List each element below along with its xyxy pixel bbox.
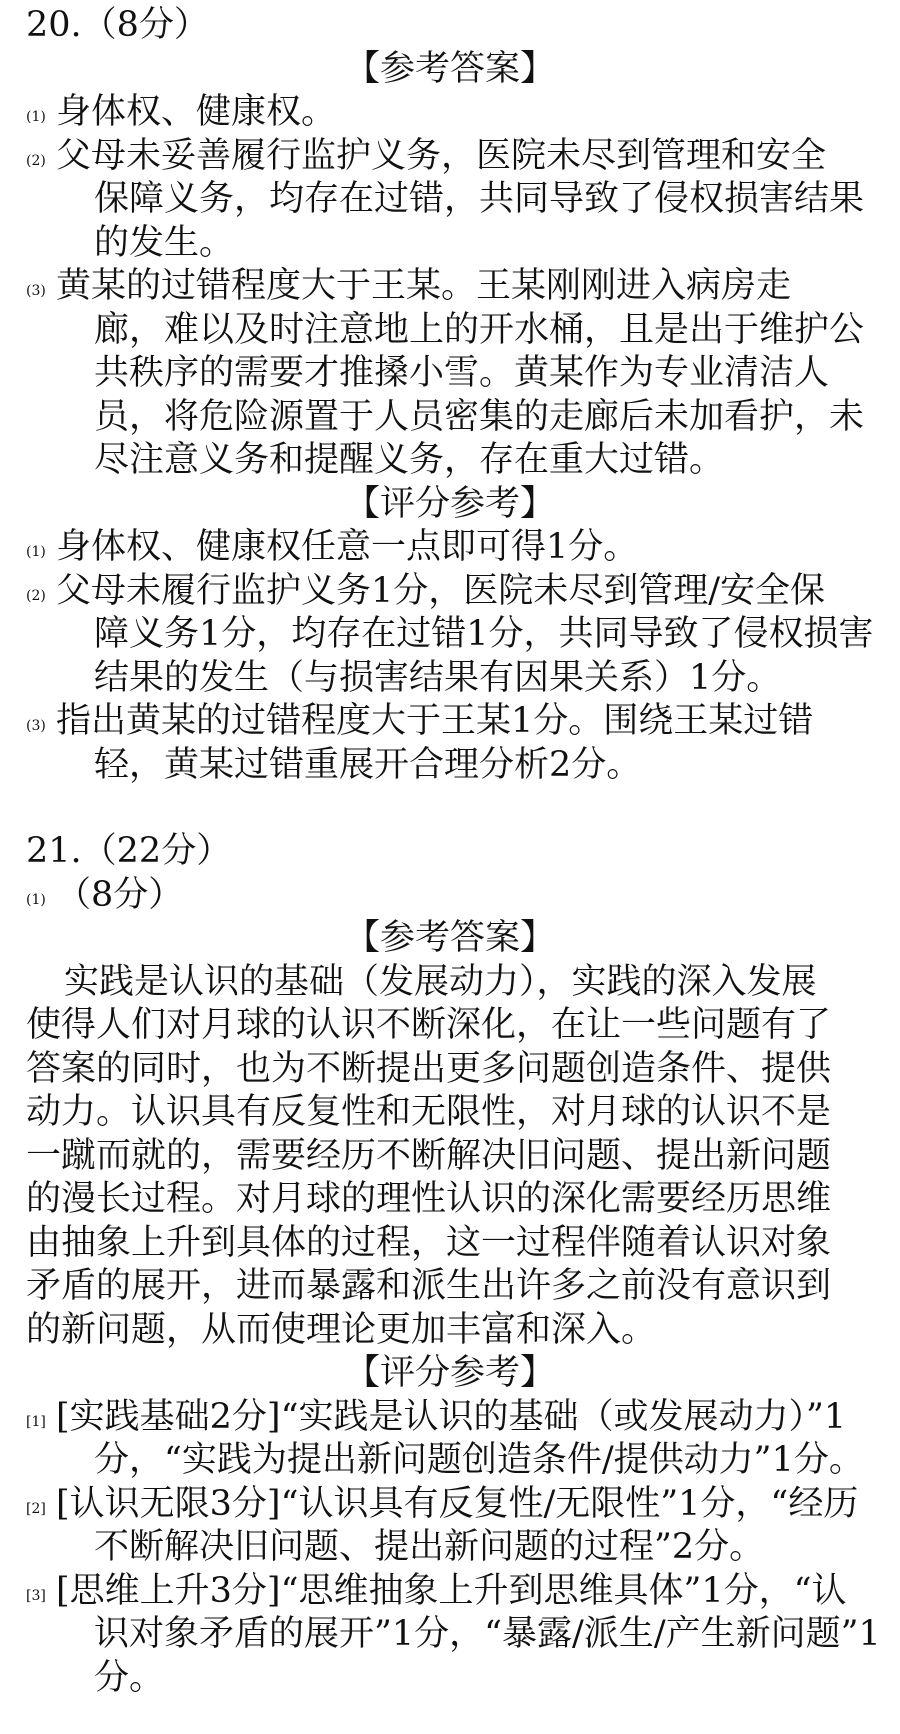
item-number: [2] (26, 1500, 46, 1517)
q20-scoring-1 (26, 526, 874, 570)
q20-scoring-2 (26, 570, 874, 701)
paragraph-line: 的漫长过程。对月球的理性认识的深化需要经历思维 (26, 1179, 832, 1219)
q20-scoring-header: 【评分参考】 (344, 483, 555, 524)
answer-line: 共秩序的需要才推搡小雪。黄某作为专业清洁人 (94, 353, 830, 393)
q20-answer-1 (26, 91, 874, 135)
q20-answer-header: 【参考答案】 (344, 48, 555, 89)
q20-answer-3 (26, 265, 874, 483)
q20-scoring-3 (26, 700, 874, 787)
item-number: (1) (26, 891, 46, 908)
item-number: (3) (26, 283, 46, 299)
item-number: (2) (26, 587, 46, 604)
question-20-title: 20.（8分） (26, 5, 209, 45)
paragraph-line: 实践是认识的基础（发展动力），实践的深入发展 (64, 961, 817, 1002)
scoring-line: 轻，黄某过错重展开合理分析2分。 (94, 744, 642, 785)
scoring-line: [认识无限3分]“认识具有反复性/无限性”1分，“经历 (56, 1483, 859, 1524)
scoring-line: 分，“实践为提出新问题创造条件/提供动力”1分。 (94, 1440, 864, 1480)
answer-line: 员，将危险源置于人员密集的走廊后未加看护，未 (94, 396, 865, 437)
answer-line: 父母未妥善履行监护义务，医院未尽到管理和安全 (56, 135, 827, 176)
scoring-line: 分。 (94, 1657, 165, 1698)
answer-line: 廊，难以及时注意地上的开水桶，且是出于维护公 (94, 309, 865, 350)
q20-answer-2 (26, 135, 874, 266)
paragraph-line: 一蹴而就的，需要经历不断解决旧问题、提出新问题 (26, 1135, 832, 1176)
item-number: [1] (26, 1413, 46, 1430)
item-number: [3] (26, 1587, 46, 1604)
scoring-line: [思维上升3分]“思维抽象上升到思维具体”1分，“认 (56, 1570, 847, 1611)
question-21-title: 21.（22分） (26, 831, 232, 871)
answer-line: 身体权、健康权。 (56, 92, 337, 132)
paragraph-line: 动力。认识具有反复性和无限性，对月球的认识不是 (26, 1092, 832, 1132)
item-number: (2) (26, 152, 46, 169)
paragraph-line: 使得人们对月球的认识不断深化，在让一些问题有了 (26, 1005, 832, 1045)
subquestion-title: （8分） (56, 874, 184, 915)
paragraph-line: 由抽象上升到具体的过程，这一过程伴随着认识对象 (26, 1222, 832, 1263)
scoring-line: 障义务1分，均存在过错1分，共同导致了侵权损害 (94, 614, 874, 654)
q21-answer-header: 【参考答案】 (344, 918, 555, 958)
item-number: (1) (26, 544, 46, 560)
q21-scoring-3 (26, 1570, 881, 1701)
paragraph-line: 矛盾的展开，进而暴露和派生出许多之前没有意识到 (26, 1266, 832, 1306)
answer-line: 黄某的过错程度大于王某。王某刚刚进入病房走 (56, 266, 792, 306)
section-spacer (26, 787, 874, 830)
q21-scoring-2 (26, 1483, 874, 1570)
paragraph-line: 答案的同时，也为不断提出更多问题创造条件、提供 (26, 1048, 832, 1089)
q21-scoring-1 (26, 1396, 874, 1483)
scoring-line: 身体权、健康权任意一点即可得1分。 (56, 527, 639, 567)
item-number: (3) (26, 718, 46, 734)
q21-subquestion-1 (26, 874, 874, 918)
answer-line: 的发生。 (94, 222, 235, 263)
item-number: (1) (26, 109, 46, 125)
q21-scoring-header: 【评分参考】 (344, 1353, 555, 1393)
scoring-line: 识对象矛盾的展开”1分，“暴露/派生/产生新问题”1 (94, 1614, 881, 1654)
answer-line: 尽注意义务和提醒义务，存在重大过错。 (94, 440, 725, 480)
scoring-line: 结果的发生（与损害结果有因果关系）1分。 (94, 657, 782, 698)
answer-line: 保障义务，均存在过错，共同导致了侵权损害结果 (94, 179, 865, 219)
scoring-line: 不断解决旧问题、提出新问题的过程”2分。 (94, 1527, 765, 1567)
scoring-line: [实践基础2分]“实践是认识的基础（或发展动力）”1 (56, 1396, 847, 1437)
scoring-line: 父母未履行监护义务1分，医院未尽到管理/安全保 (56, 570, 826, 611)
q21-answer-paragraph (26, 961, 874, 1353)
paragraph-line: 的新问题，从而使理论更加丰富和深入。 (26, 1309, 657, 1350)
scoring-line: 指出黄某的过错程度大于王某1分。围绕王某过错 (56, 701, 814, 741)
